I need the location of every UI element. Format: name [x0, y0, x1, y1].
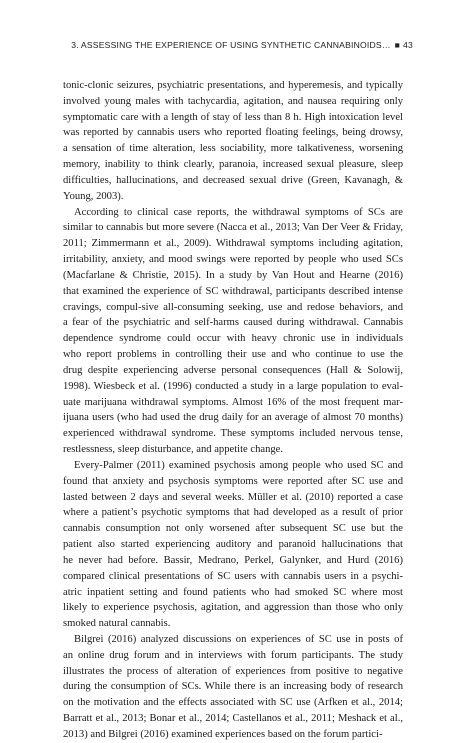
- running-head-bullet: ■: [394, 40, 401, 50]
- text-line: 2011; Zimmermann et al., 2009). Withdrawal symptoms including agitation,: [63, 238, 403, 250]
- text-line: lasted between 2 days and several weeks. Müller et al. (2010) reported a case: [63, 491, 403, 503]
- text-line: symptomatic care with a length of stay of less than 8 h. High intoxication level: [63, 111, 403, 123]
- running-head-section-title: 3. ASSESSING THE EXPERIENCE OF USING SYNTHETIC CANNABINOIDS…: [71, 40, 391, 50]
- text-line: According to clinical case reports, the withdrawal symptoms of SCs are: [74, 206, 403, 218]
- text-line: memory, inability to think clearly, paranoia, increased sexual pleasure, sleep: [63, 159, 403, 171]
- text-line: that examined the experience of SC withdrawal, participants described intense: [63, 285, 403, 297]
- body-text: [63, 78, 403, 743]
- text-line: likely to experience psychosis, agitation, and aggression than those who only: [63, 602, 403, 614]
- text-line: dependence syndrome could occur with heavy chronic use in individuals: [63, 333, 403, 345]
- text-line: 1998). Wiesbeck et al. (1996) conducted a study in a large population to eval-: [63, 380, 403, 392]
- text-line: restlessness, sleep disturbance, and appetite change.: [63, 444, 284, 456]
- text-line: involved young males with tachycardia, agitation, and nausea requiring only: [63, 95, 403, 107]
- text-line: illustrates the process of alteration of experiences from positive to negative: [63, 665, 403, 677]
- text-line: Bilgrei (2016) analyzed discussions on experiences of SC use in posts of: [74, 633, 403, 645]
- text-line: experienced withdrawal syndrome. These symptoms included nervous tense,: [63, 428, 403, 440]
- text-line: who report problems in controlling their use and who continue to use the: [63, 349, 403, 361]
- text-line: smoked natural cannabis.: [63, 618, 171, 630]
- paragraph: [63, 205, 403, 458]
- text-line: on the motivation and the effects associated with SC use (Arfken et al., 2014;: [63, 697, 403, 709]
- text-line: ijuana users (who had used the drug daily for an average of almost 70 months): [63, 412, 403, 424]
- text-line: irritability, anxiety, and mood swings were reported by people who used SCs: [63, 254, 403, 266]
- text-line: found that anxiety and psychosis symptoms were reported after SC use and: [63, 475, 403, 487]
- text-line: uate marijuana withdrawal symptoms. Almost 16% of the most frequent mar-: [63, 396, 403, 408]
- text-line: a sensation of time alteration, less sociability, more talkativeness, worsening: [63, 143, 403, 155]
- text-line: Every-Palmer (2011) examined psychosis among people who used SC and: [74, 459, 403, 471]
- text-line: 2013) and Bilgrei (2016) examined experiences based on the forum partici-: [63, 728, 383, 740]
- text-line: atric inpatient setting and found patients who had smoked SC where most: [63, 586, 403, 598]
- text-line: patient also started experiencing auditory and paranoid hallucinations that: [63, 539, 403, 551]
- text-line: was reported by cannabis users who reported floating feelings, being drowsy,: [63, 127, 403, 139]
- text-line: an online drug forum and in interviews with forum participants. The study: [63, 649, 403, 661]
- paragraph: [63, 78, 403, 205]
- text-line: Young, 2003).: [63, 190, 124, 202]
- text-line: compared clinical presentations of SC users with cannabis users in a psychi-: [63, 570, 403, 582]
- text-line: tonic-clonic seizures, psychiatric presentations, and hyperemesis, and typically: [63, 80, 403, 91]
- text-line: cannabis consumption not only worsened after subsequent SC use but the: [63, 523, 403, 535]
- text-line: similar to cannabis but more severe (Nacca et al., 2013; Van Der Veer & Friday,: [63, 222, 403, 234]
- text-line: where a patient’s psychotic symptoms that had developed as a result of prior: [63, 507, 403, 519]
- paragraph: [63, 458, 403, 632]
- text-line: a fear of the psychiatric and self-harms caused during withdrawal. Cannabis: [63, 317, 403, 329]
- paragraph: [63, 632, 403, 743]
- text-line: drug despite experiencing adverse personal consequences (Hall & Solowij,: [63, 364, 403, 376]
- page-number: 43: [403, 40, 413, 50]
- running-head: [71, 40, 413, 50]
- text-line: during the consumption of SCs. While there is an increasing body of research: [63, 681, 403, 693]
- text-line: he never had before. Bassir, Medrano, Perkel, Galynker, and Hurd (2016): [63, 554, 403, 566]
- text-line: (Macfarlane & Christie, 2015). In a study by Van Hout and Hearne (2016): [63, 269, 403, 281]
- text-line: cravings, compul-sive all-consuming seeking, use and redose behaviors, and: [63, 301, 403, 313]
- text-line: difficulties, hallucinations, and decreased sexual drive (Green, Kavanagh, &: [63, 174, 403, 186]
- text-line: Barratt et al., 2013; Bonar et al., 2014; Castellanos et al., 2011; Meshack et al.,: [63, 713, 403, 725]
